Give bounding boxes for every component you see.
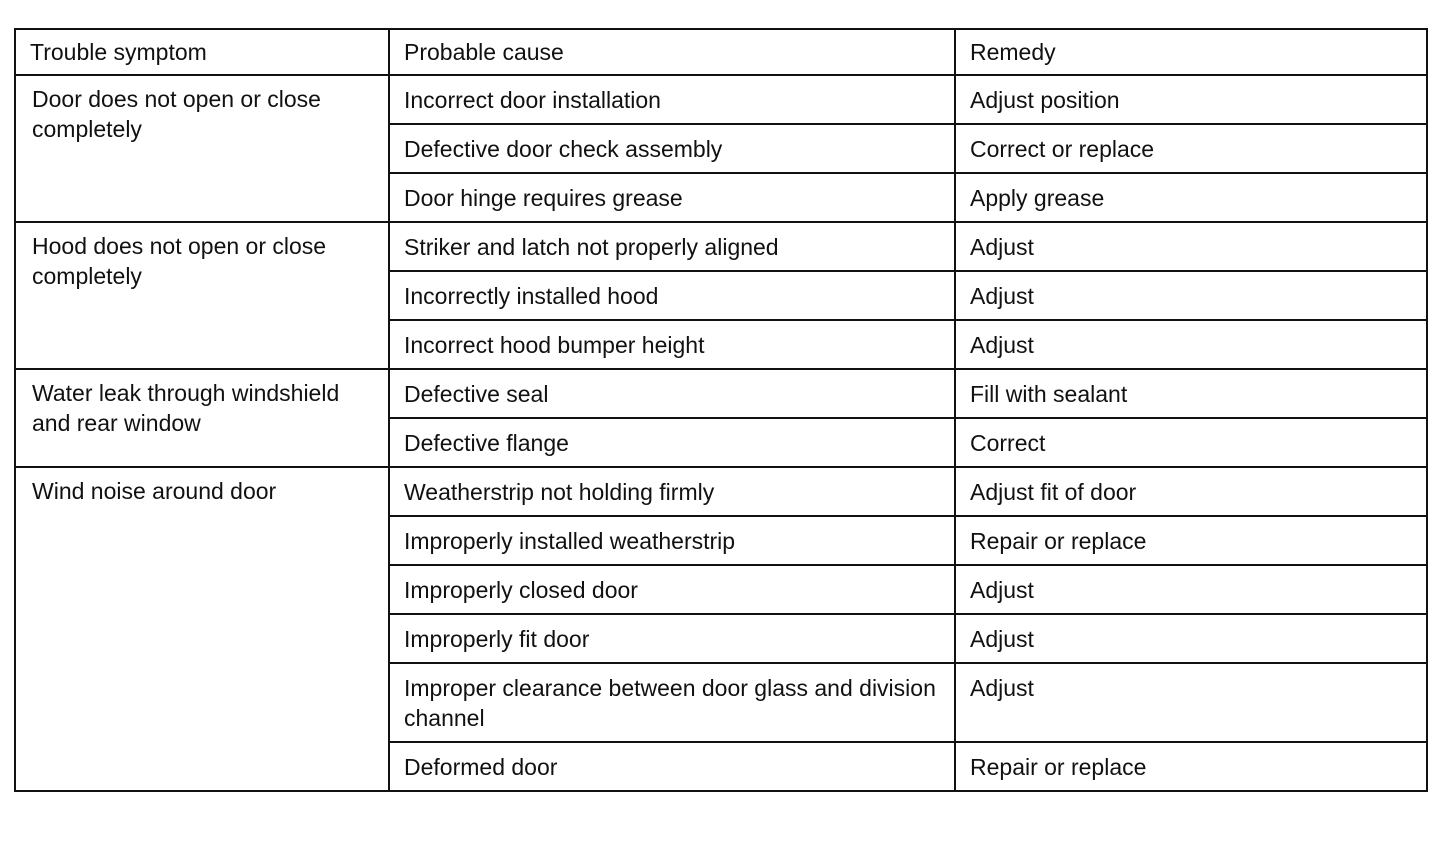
remedy-cell: Fill with sealant — [955, 369, 1427, 418]
cause-cell: Incorrect hood bumper height — [389, 320, 955, 369]
table-row — [15, 75, 1427, 124]
symptom-cell: Wind noise around door — [15, 467, 389, 791]
header-remedy: Remedy — [955, 29, 1427, 75]
remedy-cell: Repair or replace — [955, 516, 1427, 565]
cause-cell: Incorrectly installed hood — [389, 271, 955, 320]
cause-cell: Defective door check assembly — [389, 124, 955, 173]
header-trouble-symptom: Trouble symptom — [15, 29, 389, 75]
remedy-cell: Adjust — [955, 614, 1427, 663]
cause-cell: Striker and latch not properly aligned — [389, 222, 955, 271]
cause-cell: Weatherstrip not holding firmly — [389, 467, 955, 516]
symptom-cell: Hood does not open or close completely — [15, 222, 389, 369]
cause-cell: Defective flange — [389, 418, 955, 467]
symptom-cell: Water leak through windshield and rear window — [15, 369, 389, 467]
cause-cell: Improperly closed door — [389, 565, 955, 614]
troubleshooting-table — [14, 28, 1428, 792]
table-header-row — [15, 29, 1427, 75]
remedy-cell: Correct or replace — [955, 124, 1427, 173]
table-row — [15, 222, 1427, 271]
remedy-cell: Adjust fit of door — [955, 467, 1427, 516]
remedy-cell: Apply grease — [955, 173, 1427, 222]
remedy-cell: Repair or replace — [955, 742, 1427, 791]
symptom-cell: Door does not open or close completely — [15, 75, 389, 222]
cause-cell: Defective seal — [389, 369, 955, 418]
remedy-cell: Adjust — [955, 565, 1427, 614]
cause-cell: Incorrect door installation — [389, 75, 955, 124]
cause-cell: Door hinge requires grease — [389, 173, 955, 222]
remedy-cell: Adjust — [955, 222, 1427, 271]
cause-cell: Improperly fit door — [389, 614, 955, 663]
cause-cell: Deformed door — [389, 742, 955, 791]
remedy-cell: Adjust position — [955, 75, 1427, 124]
table-row — [15, 467, 1427, 516]
table-row — [15, 369, 1427, 418]
remedy-cell: Adjust — [955, 320, 1427, 369]
remedy-cell: Adjust — [955, 271, 1427, 320]
cause-cell: Improper clearance between door glass and division channel — [389, 663, 955, 742]
remedy-cell: Adjust — [955, 663, 1427, 742]
header-probable-cause: Probable cause — [389, 29, 955, 75]
remedy-cell: Correct — [955, 418, 1427, 467]
cause-cell: Improperly installed weatherstrip — [389, 516, 955, 565]
